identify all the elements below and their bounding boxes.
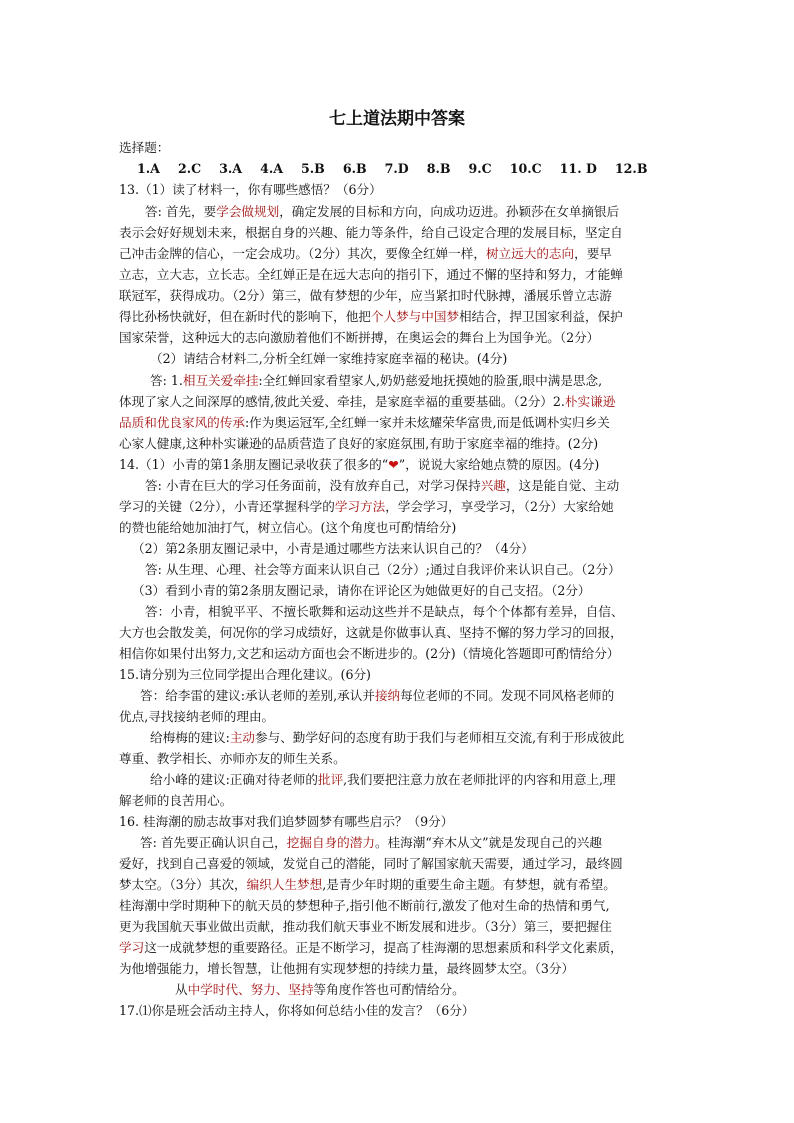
keyword: 学会做规划 <box>216 204 280 219</box>
q16-answer-line: 梦太空。（3分）其次，编织人生梦想,是青少年时期的重要生命主题。有梦想，就有希望。 <box>119 877 616 892</box>
q13-answer-2-line: 心家人健康,这种朴实谦逊的品质营造了良好的家庭氛围,有助于家庭幸福的维持。(2分) <box>119 436 599 451</box>
keyword: 兴趣 <box>480 478 506 493</box>
q14-answer-3-line: 相信你如果付出努力,文艺和运动方面也会不断进步的。(2分)（情境化答题即可酌情给分） <box>119 646 620 661</box>
q15-answer-line: 解老师的良苦用心。 <box>119 793 233 808</box>
mc-answer: 7.D <box>384 161 409 176</box>
keyword: 主动 <box>229 730 255 745</box>
q15-answer-line: 尊重、教学相长、亦师亦友的师生关系。 <box>119 751 346 766</box>
mc-answer: 4.A <box>260 161 283 176</box>
q17-question: 17.⑴你是班会活动主持人，你将如何总结小佳的发言？（6分） <box>119 1003 475 1018</box>
q13-answer-2-line: 体现了家人之间深厚的感情,彼此关爱、牵挂，是家庭幸福的重要基础。（2分）2.朴实谦逊 <box>119 394 616 409</box>
q15-answer-line: 答：给李雷的建议:承认老师的差别,承认并接纳每位老师的不同。发现不同风格老师的 <box>140 688 615 703</box>
mc-answer: 1.A <box>137 161 160 176</box>
heart-icon: ❤ <box>388 457 399 472</box>
q13-question-2: （2）请结合材料二,分析全红婵一家维持家庭幸福的秘诀。(4分) <box>150 351 508 366</box>
q15-question: 15.请分别为三位同学提出合理化建议。(6分) <box>119 667 371 682</box>
q16-answer-line: 更为我国航天事业做出贡献，推动我们航天事业不断发展和进步。（3分）第三，要把握住 <box>119 919 612 934</box>
keyword: 学习 <box>119 940 145 955</box>
keyword: 朴实谦逊 <box>564 394 616 409</box>
keyword: 编织人生梦想 <box>246 877 323 892</box>
mc-answer: 8.B <box>426 161 451 176</box>
q14-answer-1-line: 学习的关键（2分），小青还掌握科学的学习方法，学会学习，享受学习，（2分）大家给她 <box>119 499 614 514</box>
mc-answer: 11. D <box>559 161 597 176</box>
mc-answer: 5.B <box>301 161 325 176</box>
q13-answer-2-line: 答: 1.相互关爱牵挂:全红蝉回家看望家人,奶奶慈爱地抚摸她的脸蛋,眼中满是思念, <box>150 373 603 388</box>
q14-question-2: （2）第2条朋友圈记录中，小青是通过哪些方法来认识自己的？（4分） <box>132 541 534 556</box>
q14-answer-3-line: 大方也会散发美，何况你的学习成绩好，这就是你做事认真、坚持不懈的努力学习的回报， <box>119 625 623 640</box>
q13-question-1: 13.（1）读了材料一，你有哪些感悟？（6分） <box>119 182 382 197</box>
q13-answer-1-line: 国家荣誉，这种远大的志向激励着他们不断拼搏，在奥运会的舞台上为国争光。（2分） <box>119 330 600 345</box>
mc-answer: 10.C <box>509 161 542 176</box>
q13-answer-2-line: 品质和优良家风的传承:作为奥运冠军,全红蝉一家并未炫耀荣华富贵,而是低调朴实归乡关 <box>119 415 610 430</box>
q15-answer-line: 给梅梅的建议:主动参与、勤学好问的态度有助于我们与老师相互交流,有利于形成彼此 <box>150 730 625 745</box>
keyword: 相互关爱牵挂 <box>182 373 259 388</box>
mc-answer: 2.C <box>177 161 202 176</box>
keyword: 接纳 <box>374 688 401 703</box>
q14-answer-2: 答: 从生理、心理、社会等方面来认识自己（2分）;通过自我评价来认识自己。（2分） <box>145 562 621 577</box>
q13-answer-1-line: 答: 首先，要学会做规划，确定发展的目标和方向，向成功迈进。孙颖莎在女单摘银后 <box>145 204 620 219</box>
q16-question: 16. 桂海潮的励志故事对我们追梦圆梦有哪些启示？（9分） <box>119 814 454 829</box>
q13-answer-1-line: 己冲击金牌的信心，一定会成功。（2分）其次，要像全红婵一样，树立远大的志向，要早 <box>119 246 612 261</box>
q16-answer-line: 从中学时代、努力、坚持等角度作答也可酌情给分。 <box>175 982 465 997</box>
q16-answer-line: 学习这一成就梦想的重要路径。正是不断学习，提高了桂海潮的思想素质和科学文化素质， <box>119 940 623 955</box>
q14-answer-1-line: 答: 小青在巨大的学习任务面前，没有放弃自己，对学习保持兴趣，这是能自觉、主动 <box>145 478 620 493</box>
q13-answer-1-line: 表示会好好规划未来，根据自身的兴趣、能力等条件，给自己设定合理的发展目标，坚定自 <box>119 225 623 240</box>
q15-answer-line: 优点,寻找接纳老师的理由。 <box>119 709 275 724</box>
keyword: 学习方法 <box>334 499 386 514</box>
q14-answer-3-line: 答：小青，相貌平平、不擅长歌舞和运动这些并不是缺点，每个个体都有差异，自信、 <box>145 604 624 619</box>
mc-answer: 12.B <box>614 161 648 176</box>
q14-answer-1-line: 的赞也能给她加油打气，树立信心。(这个角度也可酌情给分) <box>119 520 457 535</box>
keyword: 品质和优良家风的传承 <box>119 415 245 430</box>
q14-question-1: 14.（1）小青的第1条朋友圈记录收获了很多的“❤”，说说大家给她点赞的原因。(4分) <box>119 457 600 472</box>
keyword: 个人梦与中国梦 <box>370 309 460 324</box>
mc-answer: 3.A <box>219 161 243 176</box>
keyword: 批评 <box>317 772 344 787</box>
q13-answer-1-line: 联冠军，获得成功。（2分）第三，做有梦想的少年，应当紧扣时代脉搏，潘展乐曾立志游 <box>119 288 612 303</box>
q13-answer-1-line: 立志，立大志，立长志。全红婵正是在远大志向的指引下，通过不懈的坚持和努力，才能蝉 <box>119 267 623 282</box>
q16-answer-line: 桂海潮中学时期种下的航天员的梦想种子,指引他不断前行,激发了他对生命的热情和勇气, <box>119 898 610 913</box>
keyword: 挖掘自身的潜力 <box>286 835 375 850</box>
keyword: 树立远大的志向 <box>485 246 575 261</box>
mc-label: 选择题： <box>119 140 170 155</box>
mc-answer: 6.B <box>342 161 367 176</box>
q14-question-3: （3）看到小青的第2条朋友圈记录，请你在评论区为她做更好的自己支招。（2分） <box>132 583 591 598</box>
mc-answer: 9.C <box>468 161 492 176</box>
keyword: 中学时代、努力、坚持 <box>187 982 314 997</box>
mc-answers <box>137 158 697 179</box>
q16-answer-line: 答: 首先要正确认识自己，挖掘自身的潜力。桂海潮“弃木从文”就是发现自己的兴趣 <box>140 835 602 850</box>
q16-answer-line: 为他增强能力，增长智慧，让他拥有实现梦想的持续力量，最终圆梦太空。（3分） <box>119 961 575 976</box>
q15-answer-line: 给小峰的建议:正确对待老师的批评,我们要把注意力放在老师批评的内容和用意上,理 <box>150 772 616 787</box>
q13-answer-1-line: 得比孙杨快就好，但在新时代的影响下，他把个人梦与中国梦相结合，捍卫国家利益，保护 <box>119 309 623 324</box>
page-title: 七上道法期中答案 <box>329 109 465 129</box>
q16-answer-line: 爱好，找到自己喜爱的领域，发觉自己的潜能，同时了解国家航天需要，通过学习，最终圆 <box>119 856 623 871</box>
